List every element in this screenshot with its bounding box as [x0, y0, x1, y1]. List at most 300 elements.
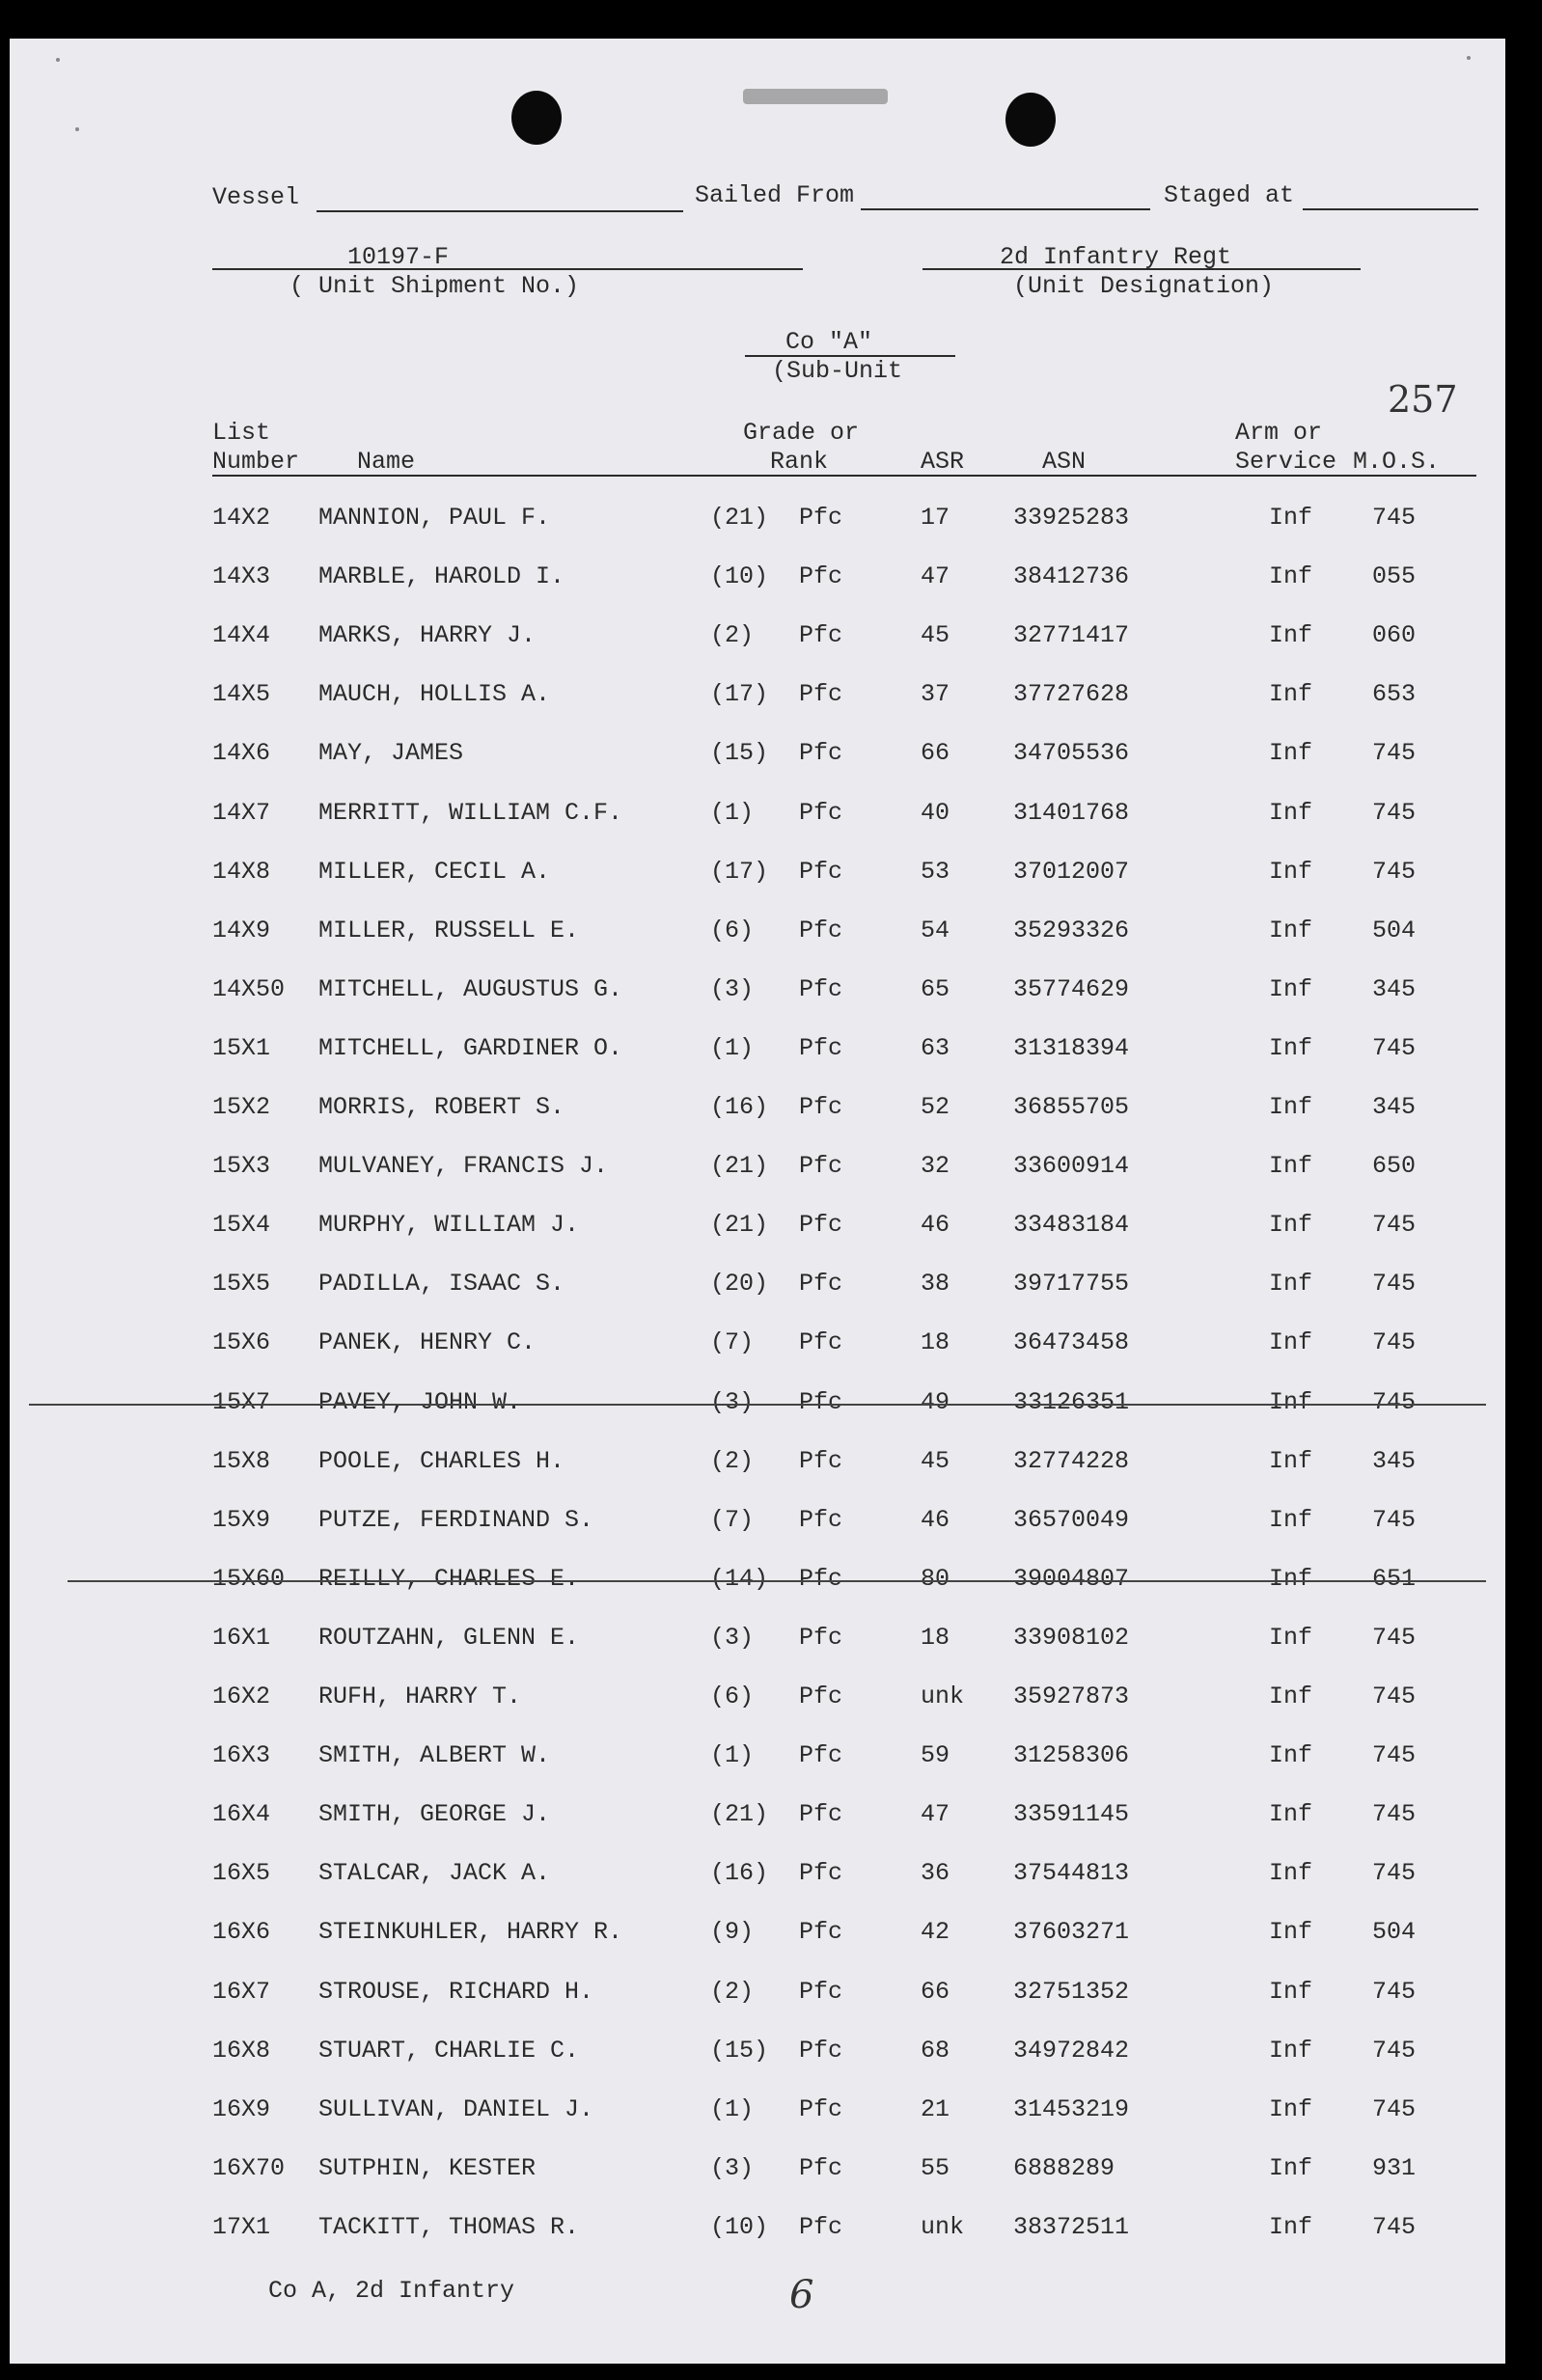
- list-number: 15X5: [212, 1270, 271, 1298]
- asr: 47: [921, 1800, 950, 1828]
- arm-or-service: Inf: [1269, 2037, 1313, 2065]
- mos: 345: [1372, 1093, 1417, 1121]
- asr: 53: [921, 858, 950, 886]
- table-row: [10, 1918, 1505, 1966]
- rank: Pfc: [799, 1152, 843, 1180]
- sailed-from-field-line: [861, 208, 1150, 210]
- table-row: [10, 1800, 1505, 1848]
- person-name: MILLER, RUSSELL E.: [318, 916, 580, 944]
- grade: (17): [710, 680, 769, 708]
- asr: 18: [921, 1328, 950, 1356]
- rank: Pfc: [799, 1447, 843, 1475]
- person-name: MAY, JAMES: [318, 739, 464, 767]
- asr: 59: [921, 1741, 950, 1769]
- unit-designation: 2d Infantry Regt: [1000, 243, 1232, 271]
- mos: 931: [1372, 2154, 1417, 2182]
- table-row: [10, 1447, 1505, 1495]
- table-row: [10, 739, 1505, 787]
- grade: (17): [710, 858, 769, 886]
- grade: (3): [710, 1388, 755, 1416]
- person-name: REILLY, CHARLES E.: [318, 1565, 580, 1593]
- list-number: 14X4: [212, 621, 271, 649]
- table-row: [10, 2213, 1505, 2261]
- grade: (2): [710, 1978, 755, 2006]
- rank: Pfc: [799, 2213, 843, 2241]
- arm-or-service: Inf: [1269, 1741, 1313, 1769]
- grade: (10): [710, 562, 769, 590]
- arm-or-service: Inf: [1269, 1859, 1313, 1887]
- list-number: 16X7: [212, 1978, 271, 2006]
- mos: 745: [1372, 504, 1417, 532]
- asn: 39717755: [1013, 1270, 1130, 1298]
- asn: 33483184: [1013, 1211, 1130, 1239]
- col-list-line1: List: [212, 419, 271, 447]
- grade: (16): [710, 1093, 769, 1121]
- person-name: PAVEY, JOHN W.: [318, 1388, 522, 1416]
- list-number: 15X7: [212, 1388, 271, 1416]
- unit-shipment-caption: ( Unit Shipment No.): [289, 272, 580, 300]
- rank: Pfc: [799, 858, 843, 886]
- table-row: [10, 2154, 1505, 2202]
- person-name: MITCHELL, GARDINER O.: [318, 1034, 623, 1062]
- arm-or-service: Inf: [1269, 1152, 1313, 1180]
- mos: 745: [1372, 739, 1417, 767]
- asn: 33908102: [1013, 1624, 1130, 1652]
- grade: (15): [710, 739, 769, 767]
- asr: 80: [921, 1565, 950, 1593]
- arm-or-service: Inf: [1269, 739, 1313, 767]
- person-name: MURPHY, WILLIAM J.: [318, 1211, 580, 1239]
- unit-shipment-no: 10197-F: [347, 243, 450, 271]
- mos: 745: [1372, 2095, 1417, 2123]
- vessel-field-line: [317, 210, 683, 212]
- list-number: 14X9: [212, 916, 271, 944]
- col-arm-line1: Arm or: [1235, 419, 1323, 447]
- asr: 63: [921, 1034, 950, 1062]
- asn: 31318394: [1013, 1034, 1130, 1062]
- mos: 745: [1372, 1270, 1417, 1298]
- asr: 66: [921, 1978, 950, 2006]
- arm-or-service: Inf: [1269, 1624, 1313, 1652]
- rank: Pfc: [799, 1565, 843, 1593]
- asn: 36855705: [1013, 1093, 1130, 1121]
- footer-handwritten-mark: 6: [789, 2273, 814, 2317]
- mos: 060: [1372, 621, 1417, 649]
- rank: Pfc: [799, 1859, 843, 1887]
- asn: 32774228: [1013, 1447, 1130, 1475]
- rank: Pfc: [799, 739, 843, 767]
- speck: [56, 58, 60, 62]
- asr: 36: [921, 1859, 950, 1887]
- person-name: ROUTZAHN, GLENN E.: [318, 1624, 580, 1652]
- table-row: [10, 1270, 1505, 1318]
- person-name: PUTZE, FERDINAND S.: [318, 1506, 594, 1534]
- person-name: STUART, CHARLIE C.: [318, 2037, 580, 2065]
- rank: Pfc: [799, 2154, 843, 2182]
- grade: (21): [710, 1800, 769, 1828]
- mos: 650: [1372, 1152, 1417, 1180]
- arm-or-service: Inf: [1269, 975, 1313, 1003]
- person-name: MULVANEY, FRANCIS J.: [318, 1152, 609, 1180]
- asn: 37544813: [1013, 1859, 1130, 1887]
- asn: 36473458: [1013, 1328, 1130, 1356]
- asn: 39004807: [1013, 1565, 1130, 1593]
- table-row: [10, 562, 1505, 611]
- staged-at-label: Staged at: [1164, 181, 1295, 209]
- arm-or-service: Inf: [1269, 1328, 1313, 1356]
- rank: Pfc: [799, 2037, 843, 2065]
- grade: (6): [710, 916, 755, 944]
- arm-or-service: Inf: [1269, 1506, 1313, 1534]
- asn: 37012007: [1013, 858, 1130, 886]
- asr: unk: [921, 2213, 965, 2241]
- asr: 18: [921, 1624, 950, 1652]
- list-number: 16X5: [212, 1859, 271, 1887]
- list-number: 15X6: [212, 1328, 271, 1356]
- arm-or-service: Inf: [1269, 1093, 1313, 1121]
- arm-or-service: Inf: [1269, 1978, 1313, 2006]
- list-number: 16X4: [212, 1800, 271, 1828]
- arm-or-service: Inf: [1269, 1447, 1313, 1475]
- asr: 54: [921, 916, 950, 944]
- arm-or-service: Inf: [1269, 1388, 1313, 1416]
- grade: (3): [710, 2154, 755, 2182]
- mos: 745: [1372, 1682, 1417, 1710]
- asr: 46: [921, 1506, 950, 1534]
- table-row: [10, 1093, 1505, 1141]
- table-row: [10, 799, 1505, 847]
- asn: 38412736: [1013, 562, 1130, 590]
- grade: (20): [710, 1270, 769, 1298]
- asn: 35927873: [1013, 1682, 1130, 1710]
- mos: 745: [1372, 1388, 1417, 1416]
- asn: 33126351: [1013, 1388, 1130, 1416]
- mos: 745: [1372, 1328, 1417, 1356]
- person-name: PANEK, HENRY C.: [318, 1328, 537, 1356]
- table-row: [10, 680, 1505, 728]
- list-number: 14X5: [212, 680, 271, 708]
- person-name: MARKS, HARRY J.: [318, 621, 537, 649]
- rank: Pfc: [799, 1034, 843, 1062]
- list-number: 16X6: [212, 1918, 271, 1946]
- rank: Pfc: [799, 1624, 843, 1652]
- mos: 745: [1372, 1741, 1417, 1769]
- asn: 37603271: [1013, 1918, 1130, 1946]
- grade: (15): [710, 2037, 769, 2065]
- grade: (1): [710, 799, 755, 827]
- asr: 21: [921, 2095, 950, 2123]
- sub-unit-caption: (Sub-Unit: [772, 357, 903, 385]
- table-row: [10, 1034, 1505, 1082]
- column-header-rule: [212, 475, 1476, 477]
- col-mos: M.O.S.: [1353, 448, 1441, 476]
- col-arm-line2: Service: [1235, 448, 1337, 476]
- grade: (7): [710, 1506, 755, 1534]
- list-number: 15X9: [212, 1506, 271, 1534]
- asr: 55: [921, 2154, 950, 2182]
- asn: 36570049: [1013, 1506, 1130, 1534]
- mos: 745: [1372, 2213, 1417, 2241]
- rank: Pfc: [799, 1211, 843, 1239]
- person-name: MITCHELL, AUGUSTUS G.: [318, 975, 623, 1003]
- table-row: [10, 1506, 1505, 1554]
- table-row: [10, 916, 1505, 965]
- rank: Pfc: [799, 799, 843, 827]
- list-number: 14X6: [212, 739, 271, 767]
- list-number: 16X9: [212, 2095, 271, 2123]
- asn: 35293326: [1013, 916, 1130, 944]
- list-number: 15X3: [212, 1152, 271, 1180]
- rank: Pfc: [799, 621, 843, 649]
- punch-hole-left: [511, 91, 562, 145]
- arm-or-service: Inf: [1269, 680, 1313, 708]
- asr: 47: [921, 562, 950, 590]
- grade: (9): [710, 1918, 755, 1946]
- asr: 49: [921, 1388, 950, 1416]
- asr: 17: [921, 504, 950, 532]
- person-name: SUTPHIN, KESTER: [318, 2154, 537, 2182]
- mos: 504: [1372, 916, 1417, 944]
- table-row: [10, 2037, 1505, 2085]
- arm-or-service: Inf: [1269, 858, 1313, 886]
- table-row: [10, 1682, 1505, 1731]
- list-number: 16X8: [212, 2037, 271, 2065]
- person-name: MAUCH, HOLLIS A.: [318, 680, 551, 708]
- arm-or-service: Inf: [1269, 916, 1313, 944]
- col-name: Name: [357, 448, 416, 476]
- table-row: [10, 1978, 1505, 2026]
- mos: 745: [1372, 1859, 1417, 1887]
- arm-or-service: Inf: [1269, 1270, 1313, 1298]
- grade: (14): [710, 1565, 769, 1593]
- asr: 45: [921, 621, 950, 649]
- person-name: SMITH, ALBERT W.: [318, 1741, 551, 1769]
- grade: (16): [710, 1859, 769, 1887]
- arm-or-service: Inf: [1269, 1918, 1313, 1946]
- arm-or-service: Inf: [1269, 504, 1313, 532]
- table-row: [10, 621, 1505, 670]
- strike-through-line: [29, 1404, 1486, 1406]
- arm-or-service: Inf: [1269, 1034, 1313, 1062]
- grade: (10): [710, 2213, 769, 2241]
- asr: 37: [921, 680, 950, 708]
- table-row: [10, 1152, 1505, 1200]
- grade: (7): [710, 1328, 755, 1356]
- asn: 33591145: [1013, 1800, 1130, 1828]
- arm-or-service: Inf: [1269, 621, 1313, 649]
- mos: 345: [1372, 975, 1417, 1003]
- asn: 34972842: [1013, 2037, 1130, 2065]
- punch-hole-right: [1005, 93, 1056, 147]
- rank: Pfc: [799, 1328, 843, 1356]
- rank: Pfc: [799, 504, 843, 532]
- rank: Pfc: [799, 2095, 843, 2123]
- asn: 33925283: [1013, 504, 1130, 532]
- asn: 38372511: [1013, 2213, 1130, 2241]
- list-number: 16X70: [212, 2154, 286, 2182]
- person-name: MERRITT, WILLIAM C.F.: [318, 799, 623, 827]
- list-number: 15X60: [212, 1565, 286, 1593]
- arm-or-service: Inf: [1269, 1565, 1313, 1593]
- asn: 33600914: [1013, 1152, 1130, 1180]
- rank: Pfc: [799, 680, 843, 708]
- mos: 745: [1372, 858, 1417, 886]
- sailed-from-label: Sailed From: [695, 181, 855, 209]
- arm-or-service: Inf: [1269, 2213, 1313, 2241]
- arm-or-service: Inf: [1269, 2095, 1313, 2123]
- table-row: [10, 1328, 1505, 1377]
- person-name: POOLE, CHARLES H.: [318, 1447, 565, 1475]
- unit-designation-caption: (Unit Designation): [1013, 272, 1275, 300]
- footer-unit: Co A, 2d Infantry: [268, 2277, 515, 2305]
- list-number: 14X7: [212, 799, 271, 827]
- strike-through-line: [68, 1580, 1486, 1582]
- rank: Pfc: [799, 1388, 843, 1416]
- table-row: [10, 1388, 1505, 1436]
- arm-or-service: Inf: [1269, 1800, 1313, 1828]
- asn: 37727628: [1013, 680, 1130, 708]
- mos: 745: [1372, 1624, 1417, 1652]
- person-name: TACKITT, THOMAS R.: [318, 2213, 580, 2241]
- page-number: 257: [1388, 378, 1458, 421]
- mos: 745: [1372, 1034, 1417, 1062]
- redacted-stamp: [743, 89, 888, 104]
- asn: 31401768: [1013, 799, 1130, 827]
- person-name: SULLIVAN, DANIEL J.: [318, 2095, 594, 2123]
- arm-or-service: Inf: [1269, 1211, 1313, 1239]
- asr: 40: [921, 799, 950, 827]
- grade: (3): [710, 975, 755, 1003]
- person-name: MILLER, CECIL A.: [318, 858, 551, 886]
- mos: 651: [1372, 1565, 1417, 1593]
- person-name: STROUSE, RICHARD H.: [318, 1978, 594, 2006]
- list-number: 16X1: [212, 1624, 271, 1652]
- mos: 745: [1372, 1800, 1417, 1828]
- speck: [1467, 56, 1471, 60]
- speck: [75, 127, 79, 131]
- list-number: 15X8: [212, 1447, 271, 1475]
- person-name: STEINKUHLER, HARRY R.: [318, 1918, 623, 1946]
- asr: 52: [921, 1093, 950, 1121]
- mos: 745: [1372, 1978, 1417, 2006]
- table-row: [10, 2095, 1505, 2144]
- list-number: 15X4: [212, 1211, 271, 1239]
- list-number: 15X1: [212, 1034, 271, 1062]
- asr: 66: [921, 739, 950, 767]
- person-name: PADILLA, ISAAC S.: [318, 1270, 565, 1298]
- list-number: 15X2: [212, 1093, 271, 1121]
- arm-or-service: Inf: [1269, 562, 1313, 590]
- arm-or-service: Inf: [1269, 799, 1313, 827]
- col-list-line2: Number: [212, 448, 300, 476]
- person-name: RUFH, HARRY T.: [318, 1682, 522, 1710]
- rank: Pfc: [799, 1918, 843, 1946]
- person-name: MORRIS, ROBERT S.: [318, 1093, 565, 1121]
- person-name: MANNION, PAUL F.: [318, 504, 551, 532]
- arm-or-service: Inf: [1269, 2154, 1313, 2182]
- rank: Pfc: [799, 1270, 843, 1298]
- table-row: [10, 975, 1505, 1024]
- mos: 745: [1372, 799, 1417, 827]
- mos: 055: [1372, 562, 1417, 590]
- asr: 46: [921, 1211, 950, 1239]
- list-number: 16X2: [212, 1682, 271, 1710]
- unit-designation-line: [922, 268, 1361, 270]
- person-name: SMITH, GEORGE J.: [318, 1800, 551, 1828]
- asn: 6888289: [1013, 2154, 1115, 2182]
- rank: Pfc: [799, 975, 843, 1003]
- vessel-label: Vessel: [212, 183, 300, 211]
- asr: 65: [921, 975, 950, 1003]
- grade: (1): [710, 1741, 755, 1769]
- col-asr: ASR: [921, 448, 965, 476]
- mos: 745: [1372, 1506, 1417, 1534]
- asr: 38: [921, 1270, 950, 1298]
- grade: (21): [710, 504, 769, 532]
- table-row: [10, 1211, 1505, 1259]
- mos: 653: [1372, 680, 1417, 708]
- mos: 745: [1372, 2037, 1417, 2065]
- rank: Pfc: [799, 1800, 843, 1828]
- table-row: [10, 1859, 1505, 1907]
- grade: (2): [710, 1447, 755, 1475]
- table-row: [10, 1565, 1505, 1613]
- rank: Pfc: [799, 1093, 843, 1121]
- asn: 35774629: [1013, 975, 1130, 1003]
- table-row: [10, 1624, 1505, 1672]
- asn: 32751352: [1013, 1978, 1130, 2006]
- col-asn: ASN: [1042, 448, 1087, 476]
- rank: Pfc: [799, 916, 843, 944]
- sub-unit: Co "A": [785, 328, 873, 356]
- asr: 45: [921, 1447, 950, 1475]
- asr: unk: [921, 1682, 965, 1710]
- asr: 32: [921, 1152, 950, 1180]
- rank: Pfc: [799, 1682, 843, 1710]
- mos: 745: [1372, 1211, 1417, 1239]
- grade: (3): [710, 1624, 755, 1652]
- grade: (6): [710, 1682, 755, 1710]
- document-page: [10, 39, 1505, 2364]
- rank: Pfc: [799, 1741, 843, 1769]
- table-row: [10, 504, 1505, 552]
- list-number: 14X2: [212, 504, 271, 532]
- col-grade-line2: Rank: [770, 448, 829, 476]
- asr: 68: [921, 2037, 950, 2065]
- grade: (21): [710, 1211, 769, 1239]
- rank: Pfc: [799, 562, 843, 590]
- person-name: MARBLE, HAROLD I.: [318, 562, 565, 590]
- list-number: 14X50: [212, 975, 286, 1003]
- list-number: 14X8: [212, 858, 271, 886]
- grade: (1): [710, 1034, 755, 1062]
- asn: 31258306: [1013, 1741, 1130, 1769]
- list-number: 16X3: [212, 1741, 271, 1769]
- mos: 504: [1372, 1918, 1417, 1946]
- rank: Pfc: [799, 1978, 843, 2006]
- asn: 31453219: [1013, 2095, 1130, 2123]
- list-number: 14X3: [212, 562, 271, 590]
- grade: (1): [710, 2095, 755, 2123]
- arm-or-service: Inf: [1269, 1682, 1313, 1710]
- table-row: [10, 1741, 1505, 1790]
- grade: (2): [710, 621, 755, 649]
- staged-at-field-line: [1303, 208, 1478, 210]
- mos: 345: [1372, 1447, 1417, 1475]
- asr: 42: [921, 1918, 950, 1946]
- asn: 32771417: [1013, 621, 1130, 649]
- list-number: 17X1: [212, 2213, 271, 2241]
